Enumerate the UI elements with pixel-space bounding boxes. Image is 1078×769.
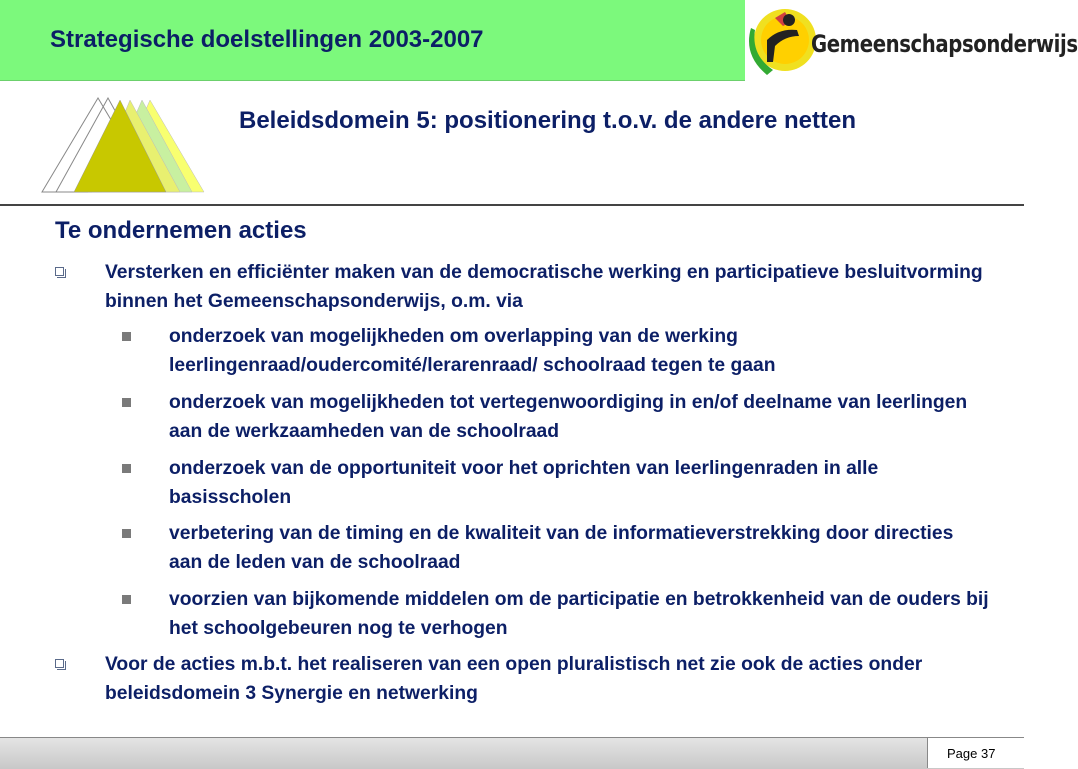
divider xyxy=(0,204,1024,206)
list-item-text: Voor de acties m.b.t. het realiseren van een open pluralistisch net zie ook de acties onder beleidsdomein 3 Synergie en netwerking xyxy=(105,654,923,704)
list-item xyxy=(169,322,849,380)
page-number: Page 37 xyxy=(947,746,996,761)
page-number-box xyxy=(927,738,1025,768)
footer-bar xyxy=(0,737,1024,769)
list-item xyxy=(169,388,969,446)
page-title: Strategische doelstellingen 2003-2007 xyxy=(50,26,484,53)
header-band xyxy=(0,0,745,81)
logo xyxy=(745,0,1078,80)
list-item-text: Versterken en efficiënter maken van de democratische werking en participatieve besluitvorming binnen het Gemeenschapsonderwijs, o.m. via xyxy=(105,262,983,312)
filled-square-bullet-icon xyxy=(122,398,131,407)
hollow-square-bullet-icon xyxy=(55,659,64,668)
slide-subtitle: Beleidsdomein 5: positionering t.o.v. de andere netten xyxy=(239,107,856,134)
list-item-text: verbetering van de timing en de kwaliteit van de informatieverstrekking door directies aan de leden van de schoolraad xyxy=(169,523,954,573)
logo-text: Gemeenschapsonderwijs xyxy=(811,30,1078,58)
filled-square-bullet-icon xyxy=(122,529,131,538)
list-item-text: onderzoek van mogelijkheden om overlapping van de werking leerlingenraad/oudercomité/lerarenraad/ schoolraad tegen te gaan xyxy=(169,326,776,376)
list-item-text: onderzoek van de opportuniteit voor het oprichten van leerlingenraden in alle basisscholen xyxy=(169,458,879,508)
filled-square-bullet-icon xyxy=(122,332,131,341)
section-heading: Te ondernemen acties xyxy=(55,217,307,244)
list-item xyxy=(169,454,979,512)
list-item xyxy=(105,258,1005,316)
stacked-triangles-icon xyxy=(38,96,220,194)
list-item xyxy=(169,519,959,577)
list-item-text: onderzoek van mogelijkheden tot vertegenwoordiging in en/of deelname van leerlingen aan de werkzaamheden van de schoolraad xyxy=(169,392,968,442)
list-item xyxy=(169,585,1004,643)
list-item xyxy=(105,650,955,708)
sun-figure-logo-icon xyxy=(745,0,815,80)
list-item-text: voorzien van bijkomende middelen om de participatie en betrokkenheid van de ouders bij het schoolgebeuren nog te verhogen xyxy=(169,589,989,639)
hollow-square-bullet-icon xyxy=(55,267,64,276)
filled-square-bullet-icon xyxy=(122,464,131,473)
filled-square-bullet-icon xyxy=(122,595,131,604)
